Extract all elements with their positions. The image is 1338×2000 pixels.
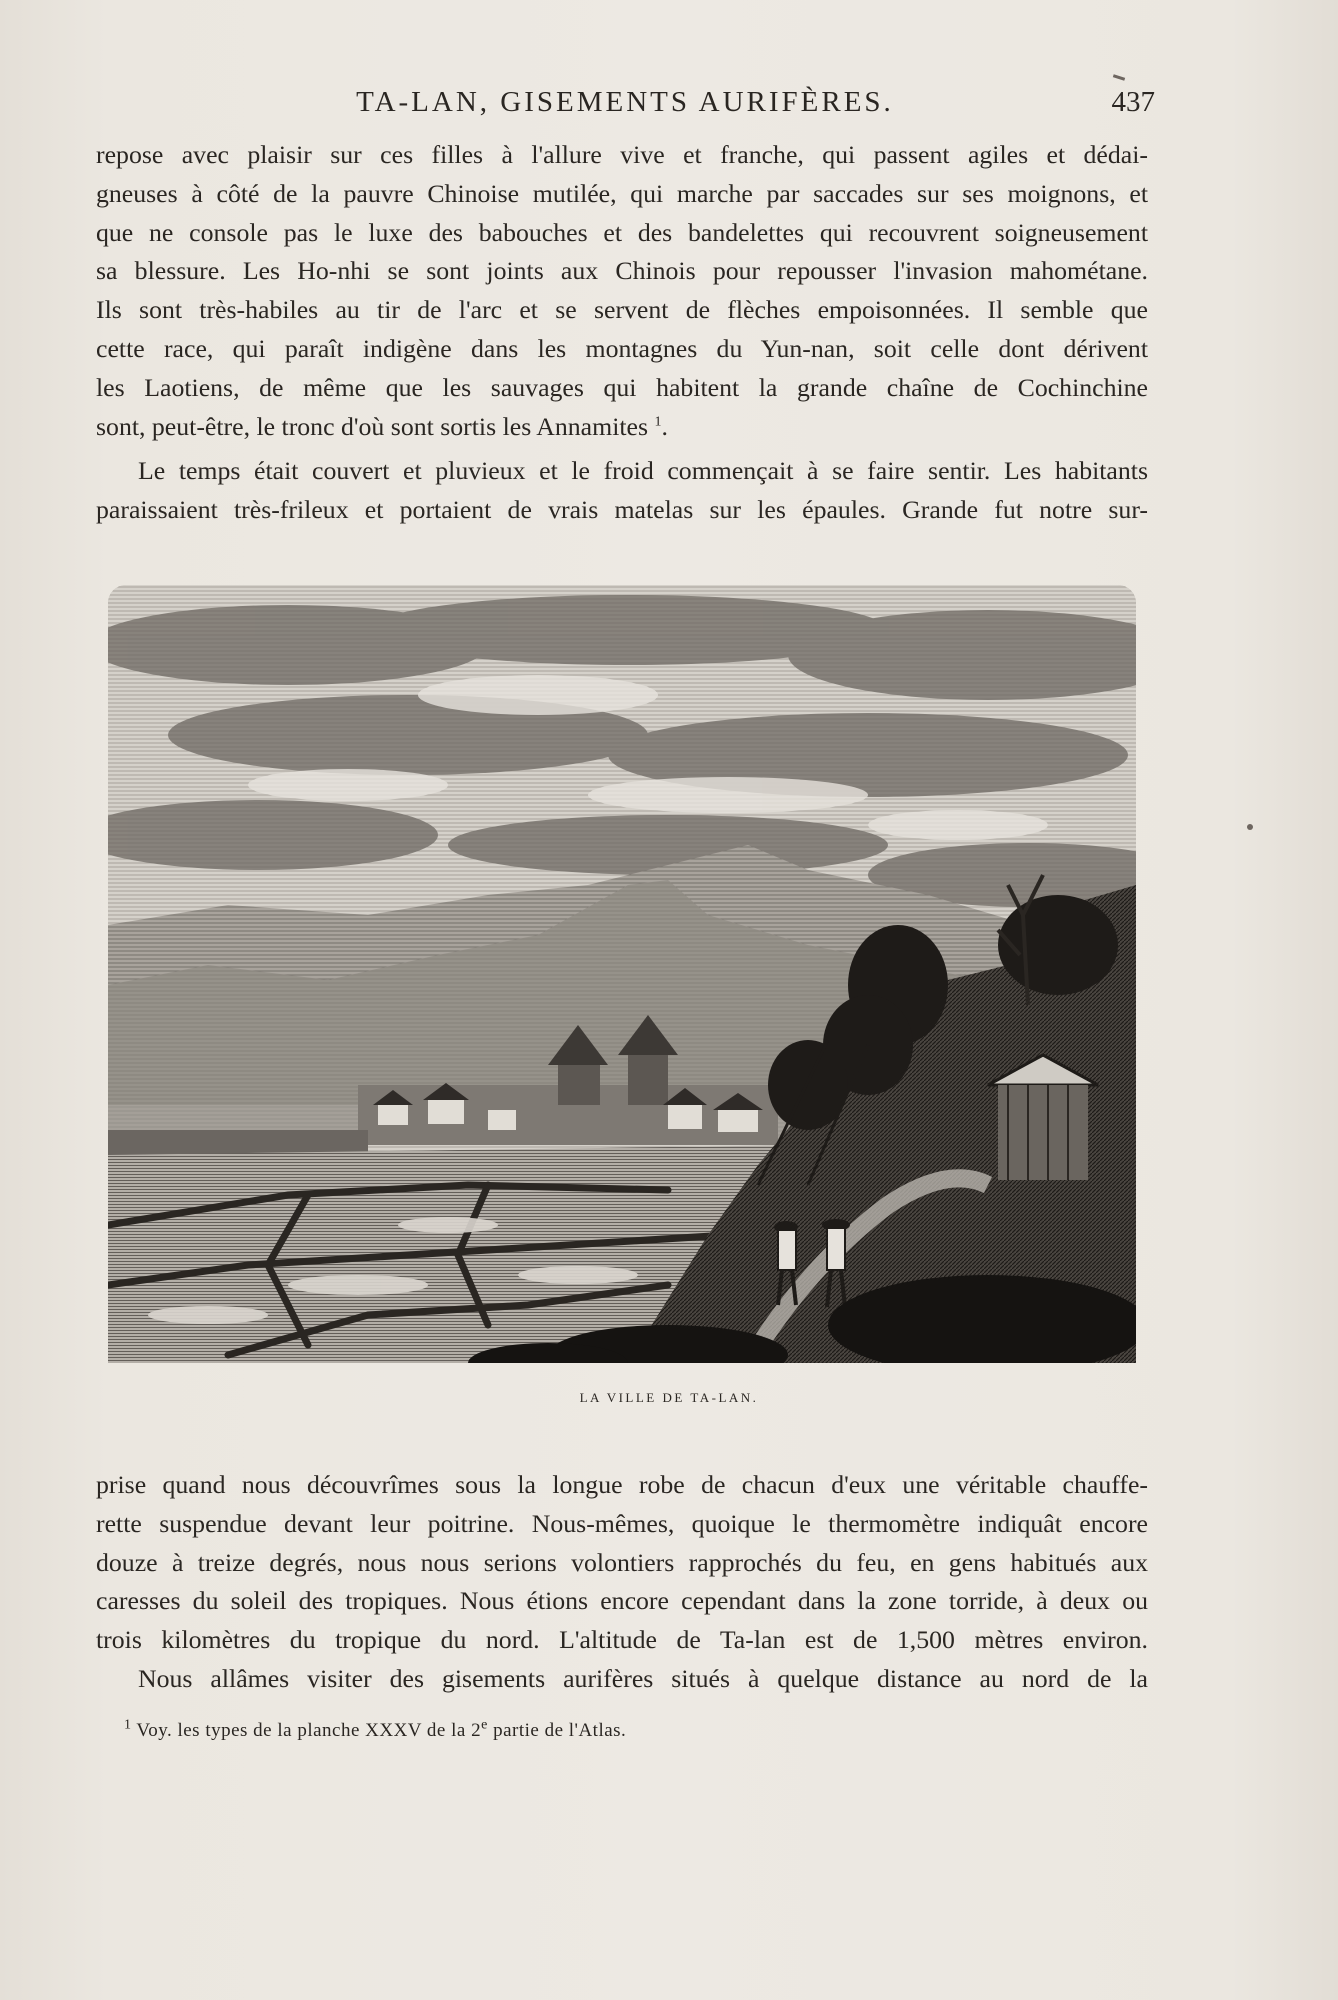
paper-speck	[1247, 824, 1253, 830]
text-line: prise quand nous découvrîmes sous la longue robe de chacun d'eux une véritable chauffe-	[96, 1470, 1148, 1499]
text-line	[96, 408, 1148, 447]
text-line: douze à treize degrés, nous nous serions volontiers rapprochés du feu, en gens habitués aux	[96, 1547, 1148, 1577]
paragraph-bottom	[96, 1466, 1148, 1660]
text-line: les Laotiens, de même que les sauvages qui habitent la grande chaîne de Cochinchine	[96, 372, 1148, 402]
footnote-reference-suffix: .	[661, 411, 668, 441]
text-line: Ils sont très-habiles au tir de l'arc et se servent de flèches empoisonnées. Il semble que	[96, 295, 1148, 325]
text-line: cette race, qui paraît indigène dans les montagnes du Yun-nan, soit celle dont dérivent	[96, 333, 1148, 363]
text-line: trois kilomètres du tropique du nord. L'altitude de Ta-lan est de 1,500 mètres environ.	[96, 1625, 1148, 1655]
footnote-superscript: e	[481, 1717, 488, 1733]
text-line: repose avec plaisir sur ces filles à l'allure vive et franche, qui passent agiles et dédai-	[96, 140, 1148, 169]
engraving-drawing	[108, 585, 1136, 1363]
footnote-marker: 1	[124, 1717, 132, 1733]
clouds	[108, 595, 1136, 907]
footnote-text-before: Voy. les types de la planche XXXV de la 2	[136, 1720, 482, 1741]
paragraph-top	[96, 136, 1148, 446]
paragraph-mid	[96, 452, 1148, 530]
text-line: rette suspendue devant leur poitrine. Nous-mêmes, quoique le thermomètre indiquât encore	[96, 1508, 1148, 1538]
text-line: gneuses à côté de la pauvre Chinoise mutilée, qui marche par saccades sur ses moignons, et	[96, 178, 1148, 208]
page-number: 437	[1111, 86, 1155, 118]
paragraph-last	[96, 1660, 1148, 1699]
figure-caption: LA VILLE DE TA-LAN.	[579, 1390, 759, 1405]
footnote	[124, 1717, 627, 1742]
text-line: Nous allâmes visiter des gisements aurifères situés à quelque distance au nord de la	[138, 1664, 1148, 1693]
text-line: Le temps était couvert et pluvieux et le froid commençait à se faire sentir. Les habitants	[138, 456, 1148, 485]
text-line: caresses du soleil des tropiques. Nous étions encore cependant dans la zone torride, à deux ou	[96, 1586, 1148, 1616]
printer-mark	[1113, 74, 1125, 81]
running-header	[95, 86, 1155, 126]
footnote-text-after: partie de l'Atlas.	[487, 1720, 627, 1741]
footnote-reference: 1	[654, 413, 662, 429]
text-line: sa blessure. Les Ho-nhi se sont joints aux Chinois pour repousser l'invasion mahométane.	[96, 256, 1148, 286]
running-title: TA-LAN, GISEMENTS AURIFÈRES.	[356, 86, 894, 118]
text-line: paraissaient très-frileux et portaient de vrais matelas sur les épaules. Grande fut notre sur-	[96, 494, 1148, 524]
text-line-content: sont, peut-être, le tronc d'où sont sortis les Annamites	[96, 411, 649, 441]
engraving-illustration	[108, 585, 1136, 1363]
text-line: que ne console pas le luxe des babouches et des bandelettes qui recouvrent soigneusement	[96, 217, 1148, 247]
